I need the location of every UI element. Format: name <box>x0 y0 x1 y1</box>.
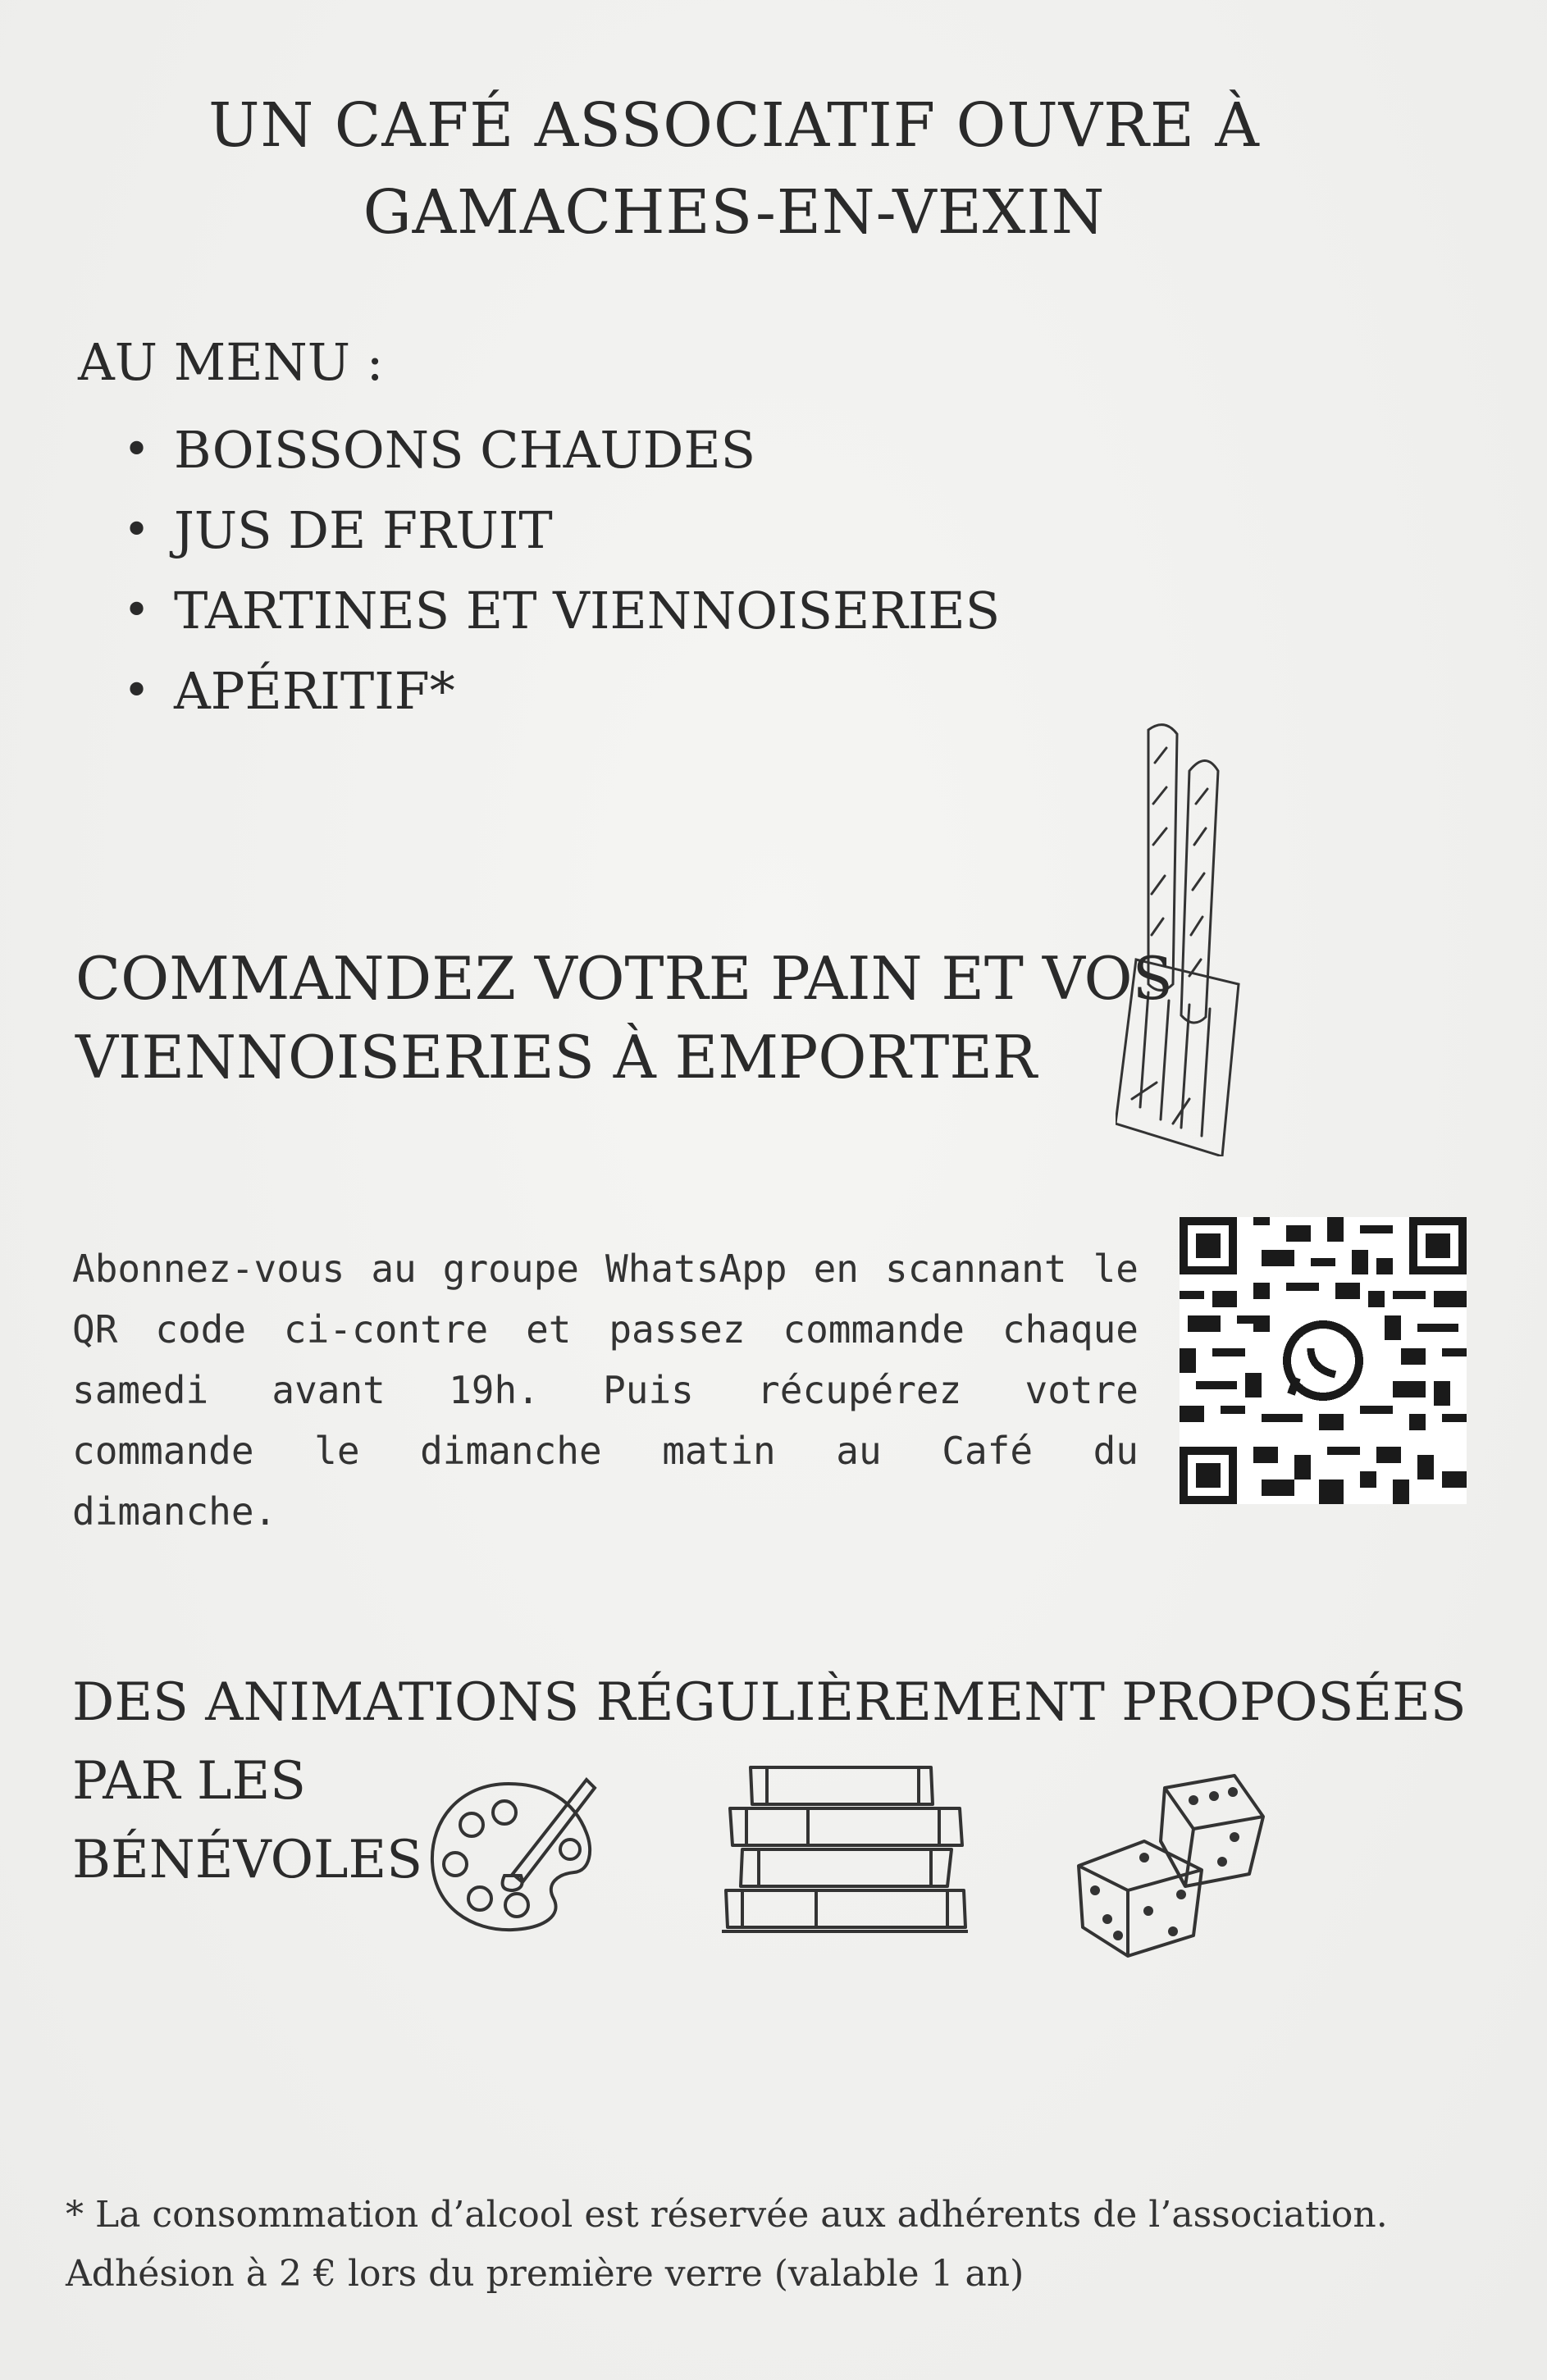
paint-palette-icon <box>422 1767 599 1944</box>
order-title-line2: VIENNOISERIES À EMPORTER <box>75 1023 1038 1092</box>
footnote-line1: * La consommation d’alcool est réservée aux adhérents de l’association. <box>66 2194 1388 2236</box>
dice-icon <box>1070 1771 1267 1960</box>
order-instructions: Abonnez-vous au groupe WhatsApp en scannant le QR code ci-contre et passez commande chaque samedi avant 19h. Puis récupérez votre commande le dimanche matin au Café du dimanche. <box>72 1247 1139 1534</box>
menu-item: • JUS DE FRUIT <box>123 490 1000 571</box>
books-stack-icon <box>718 1759 980 1956</box>
qr-code-whatsapp-icon[interactable] <box>1180 1217 1467 1504</box>
order-title <box>75 939 1173 1097</box>
animations-title-line2: BÉNÉVOLES <box>72 1830 423 1890</box>
menu-item: • BOISSONS CHAUDES <box>123 410 1000 490</box>
flyer-title-line2: GAMACHES-EN-VEXIN <box>363 177 1106 248</box>
menu-item: • APÉRITIF* <box>123 651 1000 732</box>
order-title-line1: COMMANDEZ VOTRE PAIN ET VOS <box>75 944 1173 1013</box>
footnote-line2: Adhésion à 2 € lors du première verre (valable 1 an) <box>66 2253 1024 2295</box>
menu-heading: AU MENU : <box>78 332 384 392</box>
animations-title-line1: DES ANIMATIONS RÉGULIÈREMENT PROPOSÉES PAR LES <box>72 1672 1467 1812</box>
menu-list <box>123 410 1000 732</box>
flyer-title <box>0 82 1468 256</box>
alcohol-footnote <box>66 2186 1534 2304</box>
flyer-title-line1: UN CAFÉ ASSOCIATIF OUVRE À <box>208 90 1260 161</box>
menu-item: • TARTINES ET VIENNOISERIES <box>123 571 1000 651</box>
